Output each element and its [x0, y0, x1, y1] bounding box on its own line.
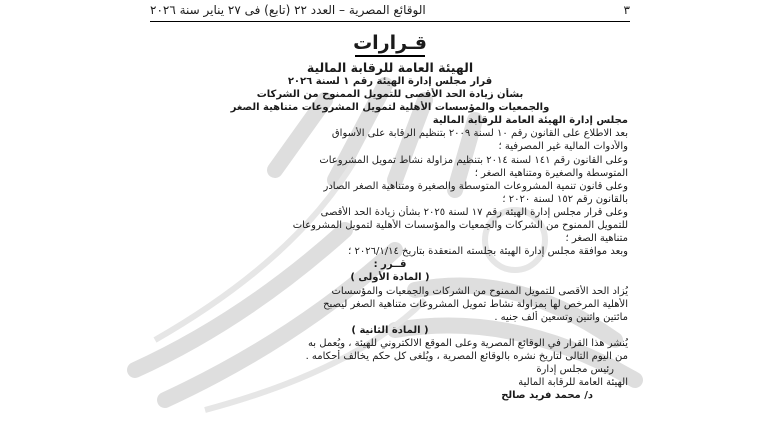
section-title-underline [355, 55, 425, 57]
signatory-name: د/ محمد فريد صالح [501, 390, 593, 402]
preamble-line: بالقانون رقم ١٥٢ لسنة ٢٠٢٠ ؛ [502, 193, 628, 205]
decree-title: قرار مجلس إدارة الهيئة رقم ١ لسنة ٢٠٢٦ [287, 76, 493, 87]
article-1-title: ( المادة الأولى ) [350, 272, 430, 284]
decree-subject-1: بشأن زيادة الحد الأقصى للتمويل الممنوح من الشركات [256, 89, 524, 101]
preamble-line: المتوسطة والصغيرة ومتناهية الصغر ؛ [474, 167, 628, 179]
article-1-line: يُزاد الحد الأقصى للتمويل الممنوح من الشركات والجمعيات والمؤسسات [331, 285, 628, 297]
preamble-line: للتمويل الممنوح من الشركات والجمعيات والمؤسسات الأهلية لتمويل المشروعات [292, 220, 628, 232]
preamble-line: والأدوات المالية غير المصرفية ؛ [498, 141, 628, 153]
article-1-line: مائتين واثنين وتسعين ألف جنيه . [494, 311, 628, 323]
header-rule [150, 21, 630, 22]
document-body [152, 24, 628, 402]
article-2-title: ( المادة الثانية ) [351, 324, 429, 336]
section-title: قـرارات [353, 32, 427, 54]
authority-title: الهيئة العامة للرقابة المالية [306, 60, 474, 75]
preamble-line: وبعد موافقة مجلس إدارة الهيئة بجلسته المنعقدة بتاريخ ٢٠٢٦/١/١٤ ؛ [348, 246, 628, 258]
preamble-line: وعلى قرار مجلس إدارة الهيئة رقم ١٧ لسنة ٢٠٢٥ بشأن زيادة الحد الأقصى [320, 206, 628, 218]
publication-line: الوقائع المصرية – العدد ٢٢ (تابع) فى ٢٧ يناير سنة ٢٠٢٦ [150, 3, 426, 17]
article-2-line: يُنشر هذا القرار في الوقائع المصرية وعلى الموقع الالكتروني للهيئة ، ويُعمل به [307, 337, 628, 349]
page-number: ٣ [623, 3, 630, 17]
decided-heading: قــرر : [373, 259, 407, 271]
page-header [150, 3, 630, 21]
preamble-line: وعلى القانون رقم ١٤١ لسنة ٢٠١٤ بتنظيم مزاولة نشاط تمويل المشروعات [319, 154, 628, 166]
preamble-line: بعد الاطلاع على القانون رقم ١٠ لسنة ٢٠٠٩ بتنظيم الرقابة على الأسواق [331, 128, 628, 140]
signature-line-1: رئيس مجلس إدارة [536, 364, 614, 376]
article-2-line: من اليوم التالى لتاريخ نشره بالوقائع المصرية ، ويُلغى كل حكم يخالف أحكامه . [305, 350, 628, 362]
board-heading: مجلس إدارة الهيئة العامة للرقابة المالية [432, 115, 628, 127]
preamble-line: وعلى قانون تنمية المشروعات المتوسطة والصغيرة ومتناهية الصغر الصادر [323, 180, 628, 192]
decree-subject-2: والجمعيات والمؤسسات الأهلية لتمويل المشروعات متناهية الصغر [230, 102, 550, 114]
preamble-line: متناهية الصغر ؛ [565, 233, 628, 245]
signature-line-2: الهيئة العامة للرقابة المالية [518, 377, 628, 389]
article-1-line: الأهلية المرخص لها بمزاولة نشاط تمويل المشروعات متناهية الصغر ليصبح [323, 298, 628, 310]
